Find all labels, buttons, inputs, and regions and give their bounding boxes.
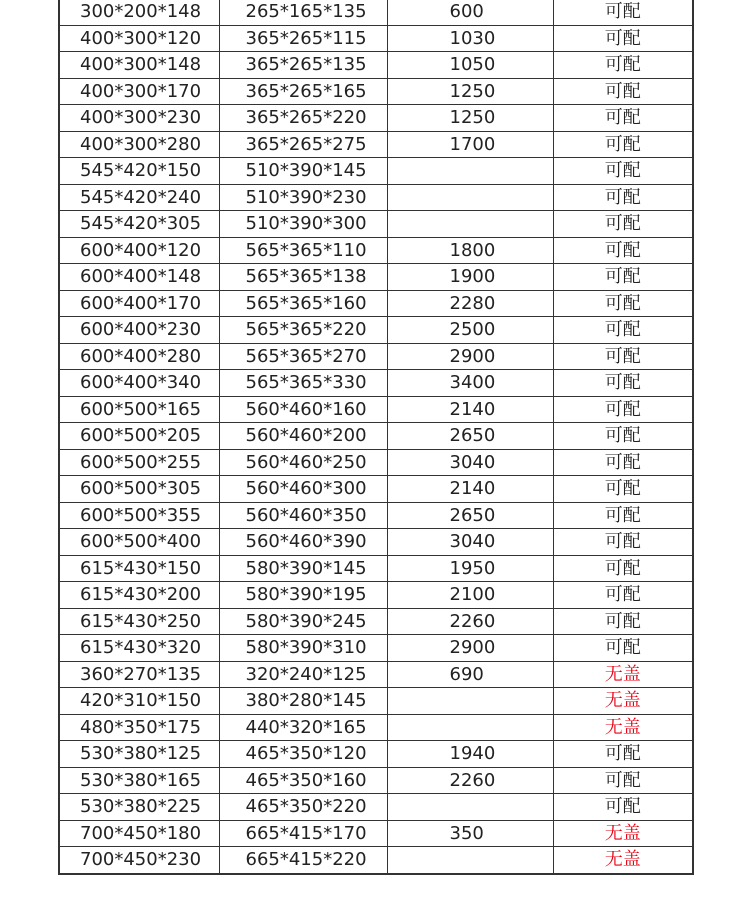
inner-dimension-cell: 560*460*390 (219, 529, 387, 556)
lid-status-cell: 无盖 (553, 661, 693, 688)
outer-dimension-cell: 600*400*170 (59, 290, 219, 317)
inner-dimension-cell: 365*265*135 (219, 52, 387, 79)
inner-dimension-cell: 440*320*165 (219, 714, 387, 741)
lid-status-cell: 可配 (553, 264, 693, 291)
inner-dimension-cell: 580*390*245 (219, 608, 387, 635)
weight-cell: 3040 (387, 449, 553, 476)
table-row (59, 820, 693, 847)
lid-status-cell: 可配 (553, 555, 693, 582)
weight-cell: 2280 (387, 290, 553, 317)
table-row (59, 184, 693, 211)
weight-cell: 2260 (387, 608, 553, 635)
weight-cell (387, 847, 553, 874)
outer-dimension-cell: 545*420*240 (59, 184, 219, 211)
inner-dimension-cell: 565*365*330 (219, 370, 387, 397)
lid-status-cell: 可配 (553, 184, 693, 211)
inner-dimension-cell: 510*390*230 (219, 184, 387, 211)
weight-cell: 1950 (387, 555, 553, 582)
lid-status-cell: 可配 (553, 158, 693, 185)
table-row (59, 767, 693, 794)
outer-dimension-cell: 530*380*125 (59, 741, 219, 768)
table-row (59, 370, 693, 397)
lid-status-cell: 无盖 (553, 714, 693, 741)
lid-status-cell: 可配 (553, 635, 693, 662)
inner-dimension-cell: 265*165*135 (219, 0, 387, 25)
inner-dimension-cell: 510*390*300 (219, 211, 387, 238)
table-row (59, 131, 693, 158)
lid-status-cell: 可配 (553, 608, 693, 635)
inner-dimension-cell: 560*460*350 (219, 502, 387, 529)
table-row (59, 0, 693, 25)
inner-dimension-cell: 565*365*160 (219, 290, 387, 317)
inner-dimension-cell: 565*365*138 (219, 264, 387, 291)
table-row (59, 794, 693, 821)
weight-cell: 2650 (387, 502, 553, 529)
outer-dimension-cell: 600*500*400 (59, 529, 219, 556)
inner-dimension-cell: 580*390*310 (219, 635, 387, 662)
inner-dimension-cell: 365*265*165 (219, 78, 387, 105)
table-row (59, 25, 693, 52)
outer-dimension-cell: 480*350*175 (59, 714, 219, 741)
weight-cell (387, 794, 553, 821)
table-row (59, 502, 693, 529)
lid-status-cell: 可配 (553, 131, 693, 158)
lid-status-cell: 可配 (553, 237, 693, 264)
lid-status-cell: 可配 (553, 767, 693, 794)
table-row (59, 476, 693, 503)
weight-cell: 1030 (387, 25, 553, 52)
table-row (59, 264, 693, 291)
lid-status-cell: 可配 (553, 0, 693, 25)
lid-status-cell: 可配 (553, 582, 693, 609)
table-row (59, 78, 693, 105)
inner-dimension-cell: 465*350*120 (219, 741, 387, 768)
table-row (59, 317, 693, 344)
table-row (59, 423, 693, 450)
lid-status-cell: 可配 (553, 449, 693, 476)
outer-dimension-cell: 700*450*180 (59, 820, 219, 847)
outer-dimension-cell: 420*310*150 (59, 688, 219, 715)
inner-dimension-cell: 565*365*110 (219, 237, 387, 264)
table-row (59, 343, 693, 370)
outer-dimension-cell: 600*500*205 (59, 423, 219, 450)
lid-status-cell: 可配 (553, 105, 693, 132)
lid-status-cell: 可配 (553, 290, 693, 317)
spec-table-body (59, 0, 693, 874)
table-row (59, 529, 693, 556)
inner-dimension-cell: 560*460*250 (219, 449, 387, 476)
weight-cell: 350 (387, 820, 553, 847)
table-row (59, 635, 693, 662)
weight-cell: 2140 (387, 476, 553, 503)
inner-dimension-cell: 465*350*160 (219, 767, 387, 794)
weight-cell: 3400 (387, 370, 553, 397)
lid-status-cell: 可配 (553, 25, 693, 52)
weight-cell: 2650 (387, 423, 553, 450)
lid-status-cell: 可配 (553, 502, 693, 529)
table-row (59, 741, 693, 768)
outer-dimension-cell: 600*500*165 (59, 396, 219, 423)
lid-status-cell: 可配 (553, 317, 693, 344)
inner-dimension-cell: 665*415*170 (219, 820, 387, 847)
weight-cell (387, 688, 553, 715)
weight-cell: 1700 (387, 131, 553, 158)
weight-cell: 2140 (387, 396, 553, 423)
inner-dimension-cell: 560*460*200 (219, 423, 387, 450)
table-row (59, 714, 693, 741)
inner-dimension-cell: 580*390*195 (219, 582, 387, 609)
outer-dimension-cell: 400*300*148 (59, 52, 219, 79)
weight-cell: 1050 (387, 52, 553, 79)
lid-status-cell: 可配 (553, 794, 693, 821)
outer-dimension-cell: 400*300*170 (59, 78, 219, 105)
inner-dimension-cell: 365*265*275 (219, 131, 387, 158)
outer-dimension-cell: 360*270*135 (59, 661, 219, 688)
outer-dimension-cell: 600*400*280 (59, 343, 219, 370)
lid-status-cell: 无盖 (553, 820, 693, 847)
lid-status-cell: 可配 (553, 529, 693, 556)
outer-dimension-cell: 615*430*320 (59, 635, 219, 662)
table-row (59, 847, 693, 874)
inner-dimension-cell: 465*350*220 (219, 794, 387, 821)
outer-dimension-cell: 400*300*280 (59, 131, 219, 158)
table-row (59, 449, 693, 476)
outer-dimension-cell: 600*500*305 (59, 476, 219, 503)
outer-dimension-cell: 615*430*150 (59, 555, 219, 582)
table-row (59, 661, 693, 688)
lid-status-cell: 可配 (553, 211, 693, 238)
inner-dimension-cell: 365*265*220 (219, 105, 387, 132)
table-row (59, 555, 693, 582)
weight-cell: 2100 (387, 582, 553, 609)
weight-cell (387, 158, 553, 185)
outer-dimension-cell: 600*500*355 (59, 502, 219, 529)
table-row (59, 396, 693, 423)
outer-dimension-cell: 600*400*340 (59, 370, 219, 397)
outer-dimension-cell: 530*380*165 (59, 767, 219, 794)
lid-status-cell: 可配 (553, 370, 693, 397)
outer-dimension-cell: 400*300*230 (59, 105, 219, 132)
outer-dimension-cell: 530*380*225 (59, 794, 219, 821)
lid-status-cell: 可配 (553, 52, 693, 79)
outer-dimension-cell: 600*400*120 (59, 237, 219, 264)
outer-dimension-cell: 615*430*250 (59, 608, 219, 635)
weight-cell: 1250 (387, 78, 553, 105)
inner-dimension-cell: 365*265*115 (219, 25, 387, 52)
outer-dimension-cell: 600*500*255 (59, 449, 219, 476)
outer-dimension-cell: 545*420*305 (59, 211, 219, 238)
inner-dimension-cell: 510*390*145 (219, 158, 387, 185)
lid-status-cell: 无盖 (553, 847, 693, 874)
weight-cell: 2500 (387, 317, 553, 344)
weight-cell: 2900 (387, 343, 553, 370)
inner-dimension-cell: 560*460*160 (219, 396, 387, 423)
outer-dimension-cell: 600*400*148 (59, 264, 219, 291)
table-row (59, 158, 693, 185)
lid-status-cell: 可配 (553, 78, 693, 105)
lid-status-cell: 可配 (553, 396, 693, 423)
weight-cell: 2900 (387, 635, 553, 662)
table-row (59, 608, 693, 635)
table-row (59, 105, 693, 132)
outer-dimension-cell: 615*430*200 (59, 582, 219, 609)
lid-status-cell: 可配 (553, 476, 693, 503)
inner-dimension-cell: 560*460*300 (219, 476, 387, 503)
weight-cell: 1900 (387, 264, 553, 291)
lid-status-cell: 可配 (553, 343, 693, 370)
outer-dimension-cell: 300*200*148 (59, 0, 219, 25)
weight-cell (387, 714, 553, 741)
inner-dimension-cell: 380*280*145 (219, 688, 387, 715)
weight-cell: 1940 (387, 741, 553, 768)
weight-cell: 1250 (387, 105, 553, 132)
inner-dimension-cell: 565*365*220 (219, 317, 387, 344)
outer-dimension-cell: 400*300*120 (59, 25, 219, 52)
table-row (59, 237, 693, 264)
table-row (59, 688, 693, 715)
inner-dimension-cell: 565*365*270 (219, 343, 387, 370)
weight-cell: 690 (387, 661, 553, 688)
table-row (59, 211, 693, 238)
weight-cell (387, 184, 553, 211)
table-row (59, 582, 693, 609)
weight-cell: 2260 (387, 767, 553, 794)
table-row (59, 290, 693, 317)
lid-status-cell: 可配 (553, 741, 693, 768)
inner-dimension-cell: 320*240*125 (219, 661, 387, 688)
lid-status-cell: 无盖 (553, 688, 693, 715)
table-row (59, 52, 693, 79)
inner-dimension-cell: 580*390*145 (219, 555, 387, 582)
lid-status-cell: 可配 (553, 423, 693, 450)
spec-table (58, 0, 694, 875)
outer-dimension-cell: 700*450*230 (59, 847, 219, 874)
outer-dimension-cell: 600*400*230 (59, 317, 219, 344)
weight-cell: 1800 (387, 237, 553, 264)
weight-cell: 3040 (387, 529, 553, 556)
inner-dimension-cell: 665*415*220 (219, 847, 387, 874)
weight-cell (387, 211, 553, 238)
outer-dimension-cell: 545*420*150 (59, 158, 219, 185)
weight-cell: 600 (387, 0, 553, 25)
